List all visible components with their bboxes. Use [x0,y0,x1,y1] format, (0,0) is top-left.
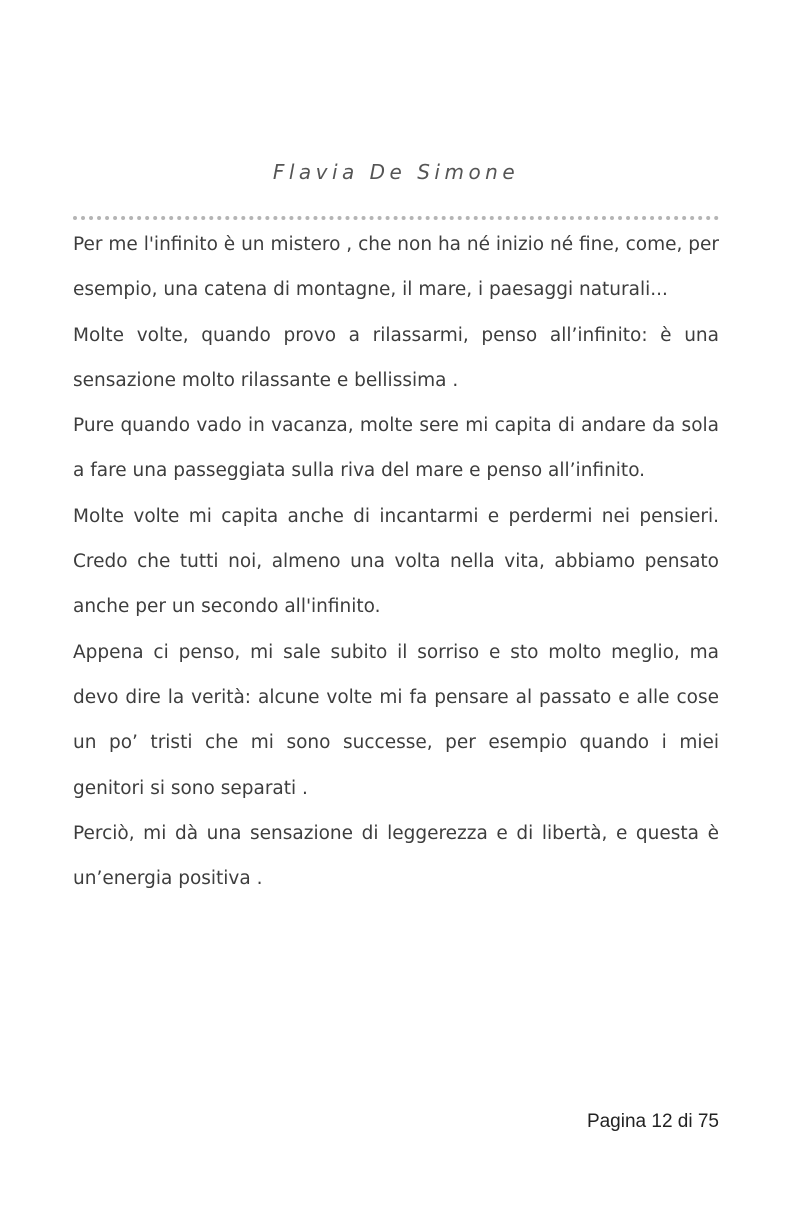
paragraph-6: Perciò, mi dà una sensazione di leggerezza e di libertà, e questa è un’energia positiva . [73,822,719,890]
page-number: Pagina 12 di 75 [586,1111,719,1132]
paragraph-1: Per me l'infinito è un mistero , che non ha né inizio né fine, come, per esempio, una catena di montagne, il mare, i paesaggi naturali... [73,234,719,301]
paragraph-4: Molte volte mi capita anche di incantarmi e perdermi nei pensieri. Credo che tutti noi, almeno una volta nella vita, abbiamo pensato anche per un secondo all'infinito. [73,505,719,618]
paragraph-5: Appena ci penso, mi sale subito il sorriso e sto molto meglio, ma devo dire la verità: alcune volte mi fa pensare al passato e alle cose un po’ tristi che mi sono successe, per esempio quando i miei genitori si sono separati . [73,641,719,799]
essay-body [73,222,719,901]
dotted-divider [73,216,719,220]
paragraph-3: Pure quando vado in vacanza, molte sere mi capita di andare da sola a fare una passeggiata sulla riva del mare e penso all’infinito. [73,415,719,482]
paragraph-2: Molte volte, quando provo a rilassarmi, penso all’infinito: è una sensazione molto rilassante e bellissima . [73,324,719,391]
author-name: Flavia De Simone [272,160,520,184]
